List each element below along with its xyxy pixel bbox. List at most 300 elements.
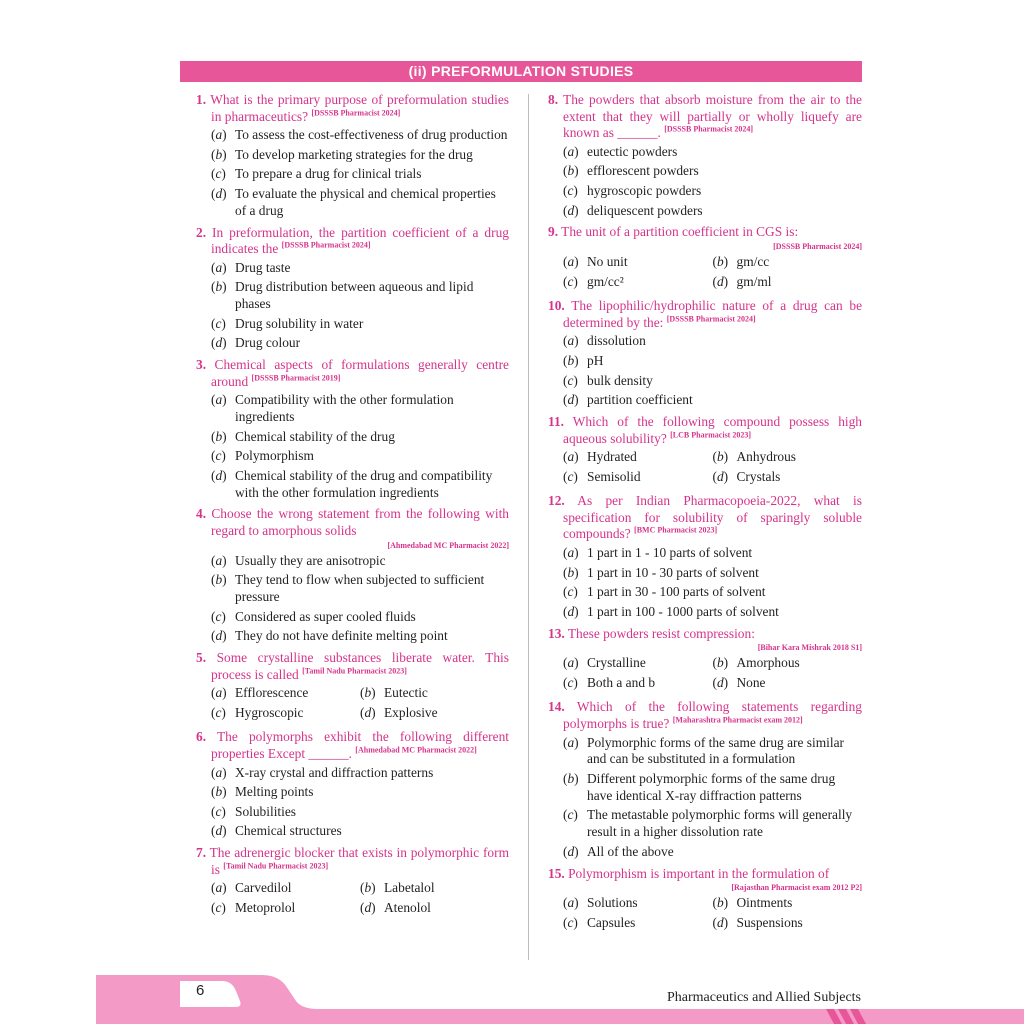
option-letter-char: b (567, 163, 575, 179)
option-letter-char: c (567, 372, 574, 388)
option-letter: (b) (712, 253, 729, 269)
option-letter-char: c (567, 182, 574, 198)
question-number: 9. (548, 224, 559, 240)
option-item (211, 316, 509, 333)
option-letter: (c) (211, 166, 226, 182)
question-number: 3. (196, 357, 207, 373)
option-item (563, 915, 713, 932)
option-letter-char: a (215, 127, 223, 143)
question-text (196, 729, 509, 762)
page-tab (180, 981, 241, 1007)
option-letter: (c) (563, 807, 578, 823)
option-letter-char: a (215, 764, 223, 780)
option-item (360, 880, 509, 897)
option-item (563, 333, 862, 350)
option-letter-char: c (567, 584, 574, 600)
question-item (548, 493, 862, 620)
option-letter: (b) (712, 655, 729, 671)
option-letter-char: c (567, 914, 574, 930)
option-letter-char: a (567, 734, 575, 750)
exam-source-tag: [LCB Pharmacist 2023] (670, 430, 752, 440)
option-letter: (d) (563, 843, 579, 859)
option-letter-char: a (215, 392, 223, 408)
option-item (211, 186, 509, 220)
option-item (713, 915, 863, 932)
option-text: gm/cc² (587, 273, 624, 289)
option-letter-char: d (215, 467, 223, 483)
option-letter: (c) (563, 468, 578, 484)
option-text: Usually they are anisotropic (235, 552, 386, 568)
option-letter: (a) (211, 392, 227, 408)
option-letter-char: b (716, 253, 724, 269)
option-text: To assess the cost-effectiveness of drug production (235, 127, 508, 143)
option-text: Carvedilol (235, 880, 292, 896)
option-letter: (d) (211, 335, 227, 351)
options-list (563, 333, 862, 409)
option-letter: (d) (360, 704, 376, 720)
question-stem: Chemical aspects of formulations generally centre around (211, 357, 509, 389)
option-item (211, 572, 509, 606)
options-list (563, 449, 862, 488)
option-letter: (a) (563, 449, 579, 465)
options-list (211, 260, 509, 352)
option-text: Considered as super cooled fluids (235, 608, 416, 624)
option-item (360, 900, 509, 917)
option-letter-char: c (215, 899, 222, 915)
option-text: All of the above (587, 843, 674, 859)
option-letter-char: b (215, 572, 223, 588)
option-text: 1 part in 1 - 10 parts of solvent (587, 545, 753, 561)
option-letter-char: d (716, 914, 724, 930)
option-letter: (d) (563, 603, 579, 619)
option-letter-char: a (567, 895, 575, 911)
option-item (211, 823, 509, 840)
option-letter: (b) (211, 146, 227, 162)
question-stem: The lipophilic/hydrophilic nature of a drug can be determined by the: (563, 298, 863, 330)
column-divider (528, 94, 529, 960)
option-letter: (a) (211, 259, 227, 275)
exam-source-tag: [Tamil Nadu Pharmacist 2023] (223, 861, 329, 871)
option-item (211, 765, 509, 782)
options-list (563, 895, 862, 934)
option-item (211, 147, 509, 164)
option-item (563, 895, 713, 912)
option-letter: (a) (563, 545, 579, 561)
option-letter-char: c (215, 448, 222, 464)
question-stem: Polymorphism is important in the formulation of (568, 865, 830, 881)
exam-source-tag: [Ahmedabad MC Pharmacist 2022] (387, 540, 509, 550)
question-stem: Choose the wrong statement from the following with regard to amorphous solids (211, 506, 509, 539)
option-text: Solutions (587, 895, 638, 911)
option-letter: (b) (211, 784, 227, 800)
option-text: deliquescent powders (587, 202, 703, 218)
option-text: Eutectic (384, 685, 428, 701)
option-item (211, 335, 509, 352)
option-text: 1 part in 100 - 1000 parts of solvent (587, 603, 779, 619)
option-item (563, 735, 862, 769)
option-item (211, 900, 360, 917)
question-text (548, 224, 862, 241)
option-text: pH (587, 352, 604, 368)
option-text: Metoprolol (235, 899, 296, 915)
option-letter-char: b (364, 880, 372, 896)
option-item (563, 604, 862, 621)
option-letter: (a) (211, 552, 227, 568)
question-text (548, 866, 862, 883)
question-text (196, 92, 509, 125)
option-letter: (c) (211, 448, 226, 464)
option-letter: (c) (211, 803, 226, 819)
option-letter-char: d (215, 823, 223, 839)
option-letter-char: a (215, 259, 223, 275)
option-text: efflorescent powders (587, 163, 699, 179)
option-letter: (b) (211, 428, 227, 444)
option-letter: (c) (563, 674, 578, 690)
option-letter: (b) (211, 572, 227, 588)
option-item (563, 274, 713, 291)
question-number: 5. (196, 650, 207, 666)
option-text: Drug distribution between aqueous and lipid phases (235, 279, 474, 312)
option-item (211, 553, 509, 570)
exam-source-tag: [DSSSB Pharmacist 2024] (773, 241, 862, 251)
option-letter: (d) (211, 185, 227, 201)
question-stem: As per Indian Pharmacopoeia-2022, what is specification for solubility of sparingly soluble compounds? (563, 493, 862, 542)
option-item (563, 254, 713, 271)
question-text (196, 225, 509, 258)
question-text (548, 92, 862, 142)
option-item (563, 449, 713, 466)
exam-source-tag: [BMC Pharmacist 2023] (634, 526, 718, 535)
question-stem: The polymorphs exhibit the following different properties Except ______. (211, 729, 510, 762)
question-number: 6. (196, 729, 207, 745)
option-letter: (a) (563, 143, 579, 159)
option-text: Efflorescence (235, 685, 309, 701)
option-letter: (d) (712, 914, 729, 930)
question-number: 7. (196, 845, 207, 861)
option-text: gm/ml (736, 273, 772, 289)
exam-source-tag: [Maharashtra Pharmacist exam 2012] (672, 715, 803, 725)
option-text: Chemical structures (235, 823, 342, 839)
option-item (211, 880, 360, 897)
question-number: 4. (196, 506, 207, 522)
options-list (211, 880, 509, 919)
question-number: 12. (548, 493, 565, 509)
option-text: Anhydrous (736, 449, 797, 465)
option-item (563, 353, 862, 370)
option-item (563, 771, 862, 805)
option-item (563, 807, 862, 841)
option-letter-char: a (567, 449, 575, 465)
options-list (211, 392, 509, 501)
running-title: Pharmaceutics and Allied Subjects (666, 990, 861, 1005)
option-letter: (c) (563, 372, 578, 388)
option-letter-char: c (215, 803, 222, 819)
option-letter: (a) (563, 655, 579, 671)
question-number: 11. (548, 413, 564, 429)
option-text: Semisolid (587, 468, 641, 484)
option-item (563, 373, 862, 390)
option-letter-char: a (215, 880, 223, 896)
option-text: Suspensions (736, 914, 803, 930)
option-letter-char: b (716, 655, 724, 671)
option-letter-char: c (567, 674, 574, 690)
question-stem: What is the primary purpose of preformulation studies in pharmaceutics? (210, 92, 509, 124)
option-text: The metastable polymorphic forms will generally result in a higher dissolution rate (587, 807, 853, 840)
option-item (713, 274, 863, 291)
option-letter: (b) (712, 449, 729, 465)
option-letter-char: b (567, 564, 575, 580)
option-letter: (b) (563, 352, 579, 368)
question-text (196, 845, 509, 878)
option-item (211, 628, 509, 645)
option-letter-char: b (215, 146, 223, 162)
options-list (563, 254, 862, 293)
options-list (211, 127, 509, 219)
option-item (713, 449, 863, 466)
option-letter: (d) (712, 468, 729, 484)
option-letter: (c) (211, 704, 226, 720)
option-item (563, 565, 862, 582)
option-item (563, 392, 862, 409)
option-text: Capsules (587, 914, 636, 930)
option-item (563, 675, 713, 692)
option-text: Drug taste (235, 259, 291, 275)
question-item (196, 225, 509, 353)
option-letter: (c) (563, 182, 578, 198)
question-stem: In preformulation, the partition coefficient of a drug indicates the (211, 224, 509, 257)
option-item (563, 203, 862, 220)
option-text: Hydrated (587, 449, 637, 465)
option-item (713, 675, 863, 692)
option-letter: (c) (563, 273, 578, 289)
page-number: 6 (196, 982, 205, 999)
option-text: Crystals (736, 468, 781, 484)
option-item (211, 279, 509, 313)
question-item (548, 414, 862, 488)
option-text: Drug colour (235, 335, 301, 351)
options-list (563, 655, 862, 694)
option-letter-char: b (567, 771, 575, 786)
option-letter-char: c (567, 273, 574, 289)
option-letter-char: d (716, 674, 724, 690)
option-letter-char: a (567, 545, 575, 561)
option-letter: (a) (563, 734, 579, 750)
option-text: Hygroscopic (235, 704, 304, 720)
left-column (196, 92, 509, 925)
exam-source-tag: [Ahmedabad MC Pharmacist 2022] (355, 745, 477, 755)
question-number: 1. (196, 92, 207, 107)
option-text: Labetalol (384, 880, 435, 896)
question-stem: Which of the following statements regarding polymorphs is true? (563, 699, 862, 732)
question-number: 10. (548, 298, 565, 314)
option-item (713, 469, 863, 486)
question-stem: The unit of a partition coefficient in CGS is: (561, 224, 799, 240)
option-text: No unit (587, 253, 628, 269)
option-text: Drug solubility in water (235, 315, 364, 331)
option-letter-char: d (215, 185, 223, 201)
option-letter: (d) (211, 628, 227, 644)
option-item (211, 468, 509, 502)
question-text (548, 414, 862, 447)
question-stem: The adrenergic blocker that exists in polymorphic form is (209, 845, 509, 877)
option-letter: (d) (360, 899, 376, 915)
question-number: 13. (548, 625, 565, 641)
option-text: They tend to flow when subjected to sufficient pressure (235, 572, 485, 605)
option-letter-char: b (215, 784, 223, 800)
question-item (548, 626, 862, 695)
question-number: 8. (548, 92, 559, 107)
option-text: Amorphous (736, 655, 800, 671)
exam-source-tag: [DSSSB Pharmacist 2019] (251, 373, 341, 383)
option-letter: (d) (211, 467, 227, 483)
option-letter-char: a (567, 333, 575, 349)
exam-source-tag: [Rajasthan Pharmacist exam 2012 P2] (731, 883, 862, 893)
option-item (563, 844, 862, 861)
option-text: 1 part in 30 - 100 parts of solvent (587, 584, 766, 600)
question-text (548, 298, 862, 331)
question-item (196, 729, 509, 840)
option-text: None (736, 674, 766, 690)
option-text: To prepare a drug for clinical trials (235, 166, 422, 182)
option-letter-char: c (215, 704, 222, 720)
question-text (196, 506, 509, 539)
option-text: Explosive (384, 704, 438, 720)
question-item (548, 92, 862, 219)
option-text: Melting points (235, 784, 314, 800)
option-text: Different polymorphic forms of the same drug have identical X-ray diffraction patterns (587, 771, 836, 803)
option-letter-char: a (215, 685, 223, 701)
question-stem: These powders resist compression: (567, 625, 755, 641)
question-item (196, 357, 509, 501)
option-letter-char: a (567, 655, 575, 671)
exam-source-tag: [DSSSB Pharmacist 2024] (664, 124, 754, 134)
option-text: eutectic powders (587, 143, 678, 159)
option-letter: (b) (360, 880, 376, 896)
option-item (211, 127, 509, 144)
option-letter-char: a (567, 143, 575, 159)
option-text: dissolution (587, 333, 646, 349)
option-letter-char: a (567, 253, 575, 269)
question-item (548, 699, 862, 860)
options-list (563, 144, 862, 220)
option-text: Ointments (736, 895, 793, 911)
option-text: Polymorphic forms of the same drug are similar and can be substituted in a formulation (587, 734, 844, 767)
option-text: gm/cc (736, 253, 770, 269)
option-item (563, 545, 862, 562)
option-text: 1 part in 10 - 30 parts of solvent (587, 564, 759, 580)
options-list (563, 545, 862, 621)
option-text: X-ray crystal and diffraction patterns (235, 764, 434, 780)
option-letter-char: b (567, 352, 575, 368)
option-text: Chemical stability of the drug (235, 428, 395, 444)
option-item (211, 392, 509, 426)
option-letter: (b) (712, 895, 729, 911)
option-letter-char: d (364, 704, 372, 720)
option-letter: (c) (563, 584, 578, 600)
option-letter: (b) (563, 163, 579, 179)
option-item (211, 784, 509, 801)
option-letter: (a) (563, 895, 579, 911)
option-letter: (a) (211, 685, 227, 701)
option-item (713, 655, 863, 672)
option-item (211, 705, 360, 722)
option-text: To develop marketing strategies for the drug (235, 146, 473, 162)
question-item (548, 298, 862, 409)
option-letter-char: b (215, 428, 223, 444)
option-letter: (b) (563, 771, 579, 786)
option-letter-char: d (567, 843, 575, 859)
option-letter-char: d (716, 468, 724, 484)
option-letter-char: b (364, 685, 372, 701)
option-letter: (d) (211, 823, 227, 839)
option-letter-char: b (716, 449, 724, 465)
option-text: To evaluate the physical and chemical properties of a drug (235, 185, 496, 218)
option-item (563, 655, 713, 672)
options-list (563, 735, 862, 861)
option-text: Polymorphism (235, 448, 314, 464)
options-list (211, 685, 509, 724)
question-stem: Some crystalline substances liberate water. This process is called (211, 650, 509, 682)
option-item (563, 469, 713, 486)
question-item (548, 224, 862, 293)
option-letter-char: c (215, 166, 222, 182)
footer-band (0, 975, 1024, 1024)
exam-source-tag: [Tamil Nadu Pharmacist 2023] (302, 666, 407, 676)
right-column (548, 92, 862, 939)
option-letter-char: b (716, 895, 724, 911)
option-text: Solubilities (235, 803, 297, 819)
option-item (713, 254, 863, 271)
question-number: 15. (548, 865, 565, 881)
question-item (196, 845, 509, 919)
option-item (211, 685, 360, 702)
option-letter: (b) (211, 279, 227, 295)
option-letter: (c) (211, 899, 226, 915)
option-letter-char: d (567, 392, 575, 408)
question-item (196, 506, 509, 645)
option-item (360, 685, 509, 702)
option-letter: (a) (563, 333, 579, 349)
option-text: hygroscopic powders (587, 182, 702, 198)
question-text (548, 493, 862, 543)
option-letter: (c) (211, 608, 226, 624)
option-letter-char: d (567, 603, 575, 619)
option-text: Atenolol (384, 899, 431, 915)
option-letter-char: a (215, 552, 223, 568)
option-letter: (a) (563, 253, 579, 269)
question-number: 2. (196, 224, 207, 240)
section-banner: (ii) PREFORMULATION STUDIES (180, 61, 862, 82)
option-letter-char: d (716, 273, 724, 289)
question-item (196, 92, 509, 220)
options-list (211, 765, 509, 841)
option-letter-char: c (215, 608, 222, 624)
option-text: partition coefficient (587, 392, 693, 408)
option-item (360, 705, 509, 722)
option-text: They do not have definite melting point (235, 628, 448, 644)
question-item (196, 650, 509, 724)
option-letter: (d) (712, 674, 729, 690)
option-letter: (d) (712, 273, 729, 289)
question-text (196, 357, 509, 390)
option-letter-char: b (215, 279, 223, 295)
question-number: 14. (548, 699, 565, 715)
option-letter: (c) (563, 914, 578, 930)
option-item (563, 144, 862, 161)
option-text: Compatibility with the other formulation ingredients (235, 392, 454, 425)
question-stem: Which of the following compound possess high aqueous solubility? (563, 413, 862, 446)
question-text (548, 699, 862, 732)
